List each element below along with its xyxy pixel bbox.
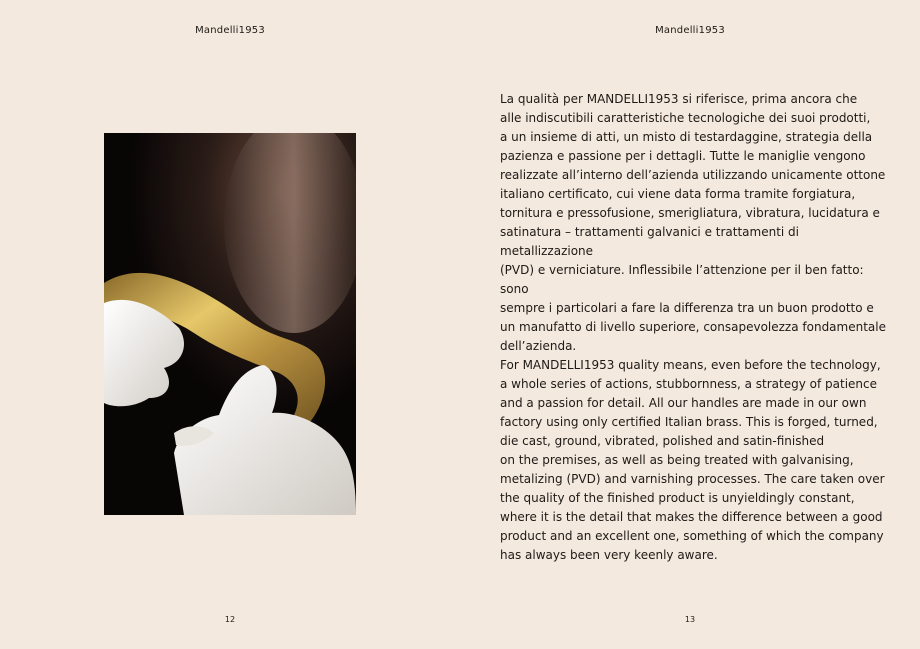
paragraph-text-en: For MANDELLI1953 quality means, even before the technology, a whole series of actions, stubbornness, a strategy of patience and a passion for detail. All our handles are made in our own factory using only certified Italian brass. This is forged, turned, die cast, ground, vibrated, polished and satin-finished on the premises, as well as being treated with galvanising, metalizing (PVD) and varnishing processes. The care taken over the quality of the finished product is unyieldingly constant, where it is the detail that makes the difference between a good product and an excellent one, something of which the company has always been very keenly aware. [500,358,885,562]
page-number: 13 [684,615,696,624]
right-page [460,0,920,649]
italian-paragraph [500,90,890,356]
product-photo [104,133,356,515]
english-paragraph [500,356,890,565]
page-header: Mandelli1953 [655,25,725,36]
paragraph-text-it: La qualità per MANDELLI1953 si riferisce, prima ancora che alle indiscutibili caratteristiche tecnologiche dei suoi prodotti, a un insieme di atti, un misto di testardaggine, strategia della pazienza e passione per i dettagli. Tutte le maniglie vengono realizzate all’interno dell’azienda utilizzando unicamente ottone italiano certificato, cui viene data forma tramite forgiatura, tornitura e pressofusione, smerigliatura, vibratura, lucidatura e satinatura – trattamenti galvanici e trattamenti di metallizzazione (PVD) e verniciature. Inflessibile l’attenzione per il ben fatto: sono sempre i particolari a fare la differenza tra un buon prodotto e un manufatto di livello superiore, consapevolezza fondamentale dell’azienda. [500,92,886,353]
brass-handle-illustration [104,133,356,515]
page-number: 12 [224,615,236,624]
page-header: Mandelli1953 [195,25,265,36]
